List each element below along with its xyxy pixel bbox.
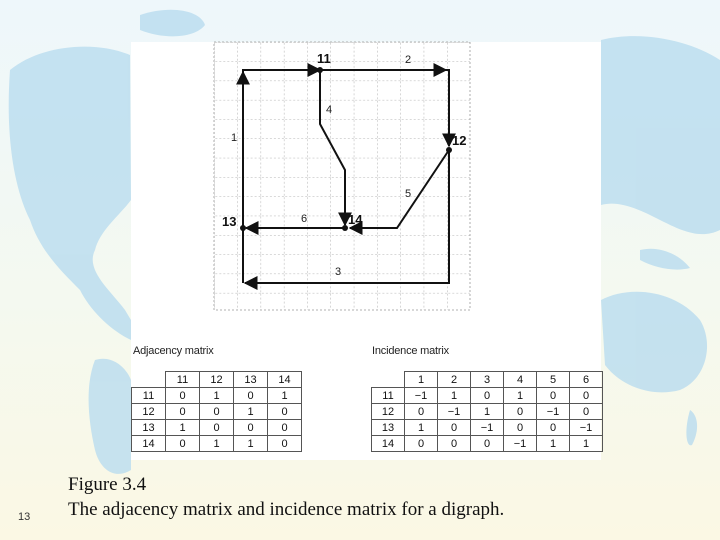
column-header: 11: [166, 372, 200, 388]
matrix-cell: 1: [200, 436, 234, 452]
corner-cell: [372, 372, 405, 388]
matrix-cell: 0: [537, 388, 570, 404]
node-13-dot: [240, 225, 246, 231]
matrix-cell: 0: [166, 404, 200, 420]
matrix-cell: 0: [471, 388, 504, 404]
edge-4-label: 4: [326, 104, 333, 116]
column-header: 3: [471, 372, 504, 388]
column-header: 2: [438, 372, 471, 388]
matrix-cell: 0: [570, 404, 603, 420]
matrix-cell: 0: [438, 436, 471, 452]
matrix-cell: 1: [234, 436, 268, 452]
row-header: 14: [372, 436, 405, 452]
matrix-cell: 1: [537, 436, 570, 452]
table-row: [132, 388, 302, 404]
table-row: [372, 388, 603, 404]
matrix-cell: 0: [268, 436, 302, 452]
table-row: [372, 420, 603, 436]
page-number: 13: [18, 511, 31, 523]
matrix-cell: −1: [504, 436, 537, 452]
figure-caption-text: The adjacency matrix and incidence matrix for a digraph.: [68, 499, 505, 520]
table-row: [372, 436, 603, 452]
table-row: [372, 404, 603, 420]
column-header: 1: [405, 372, 438, 388]
column-header: 6: [570, 372, 603, 388]
row-header: 11: [132, 388, 166, 404]
matrix-cell: −1: [570, 420, 603, 436]
column-header: 14: [268, 372, 302, 388]
matrix-cell: 0: [268, 420, 302, 436]
matrix-cell: 0: [166, 388, 200, 404]
matrix-cell: 1: [504, 388, 537, 404]
corner-cell: [132, 372, 166, 388]
matrix-cell: 1: [405, 420, 438, 436]
matrix-cell: −1: [438, 404, 471, 420]
edge-2-label: 2: [405, 54, 412, 66]
row-header: 12: [132, 404, 166, 420]
matrix-cell: −1: [405, 388, 438, 404]
matrix-cell: 1: [570, 436, 603, 452]
incidence-matrix-title: Incidence matrix: [372, 345, 449, 357]
matrix-cell: −1: [537, 404, 570, 420]
matrix-cell: 0: [234, 420, 268, 436]
adjacency-matrix-table: [131, 371, 302, 452]
row-header: 13: [372, 420, 405, 436]
table-row: [132, 436, 302, 452]
matrix-cell: 1: [438, 388, 471, 404]
matrix-cell: 1: [471, 404, 504, 420]
matrix-cell: 0: [570, 388, 603, 404]
node-12-label: 12: [452, 133, 467, 148]
node-13-label: 13: [222, 214, 237, 229]
adjacency-matrix-title: Adjacency matrix: [133, 345, 214, 357]
row-header: 14: [132, 436, 166, 452]
row-header: 11: [372, 388, 405, 404]
column-header: 12: [200, 372, 234, 388]
matrix-cell: −1: [471, 420, 504, 436]
incidence-header-row: [372, 372, 603, 388]
matrix-cell: 1: [234, 404, 268, 420]
row-header: 12: [372, 404, 405, 420]
matrix-cell: 0: [200, 420, 234, 436]
table-row: [132, 404, 302, 420]
row-header: 13: [132, 420, 166, 436]
node-11-dot: [317, 67, 323, 73]
column-header: 5: [537, 372, 570, 388]
column-header: 13: [234, 372, 268, 388]
matrix-cell: 0: [504, 404, 537, 420]
matrix-cell: 0: [504, 420, 537, 436]
adjacency-header-row: [132, 372, 302, 388]
matrix-cell: 0: [537, 420, 570, 436]
matrix-cell: 0: [405, 404, 438, 420]
figure-caption-title: Figure 3.4: [68, 474, 147, 495]
edge-1-label: 1: [231, 132, 238, 144]
matrix-cell: 0: [438, 420, 471, 436]
matrix-cell: 0: [405, 436, 438, 452]
matrix-cell: 0: [200, 404, 234, 420]
matrix-cell: 0: [268, 404, 302, 420]
matrix-cell: 0: [166, 436, 200, 452]
edge-3-label: 3: [335, 266, 342, 278]
matrix-cell: 0: [471, 436, 504, 452]
incidence-matrix-table: [371, 371, 603, 452]
matrix-cell: 1: [166, 420, 200, 436]
edge-6-label: 6: [301, 213, 308, 225]
node-14-label: 14: [348, 212, 363, 227]
matrix-cell: 0: [234, 388, 268, 404]
edge-5-label: 5: [405, 188, 412, 200]
matrix-cell: 1: [200, 388, 234, 404]
node-11-label: 11: [317, 51, 331, 66]
matrix-cell: 1: [268, 388, 302, 404]
column-header: 4: [504, 372, 537, 388]
table-row: [132, 420, 302, 436]
